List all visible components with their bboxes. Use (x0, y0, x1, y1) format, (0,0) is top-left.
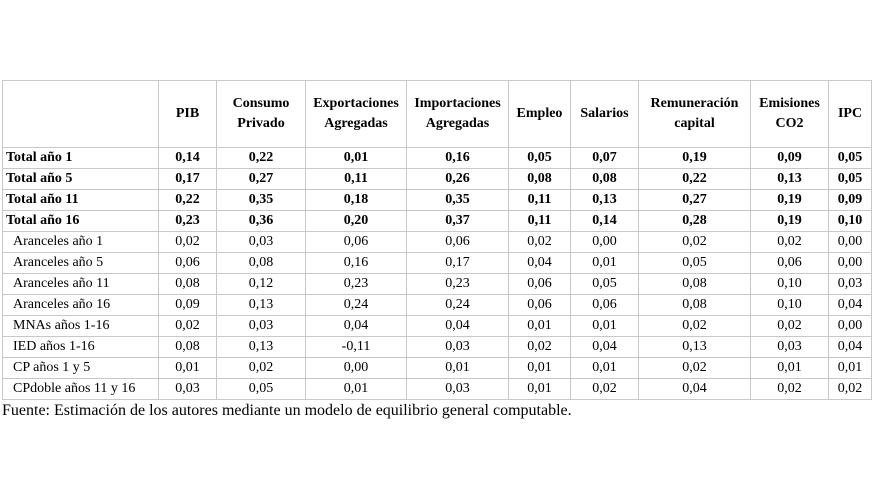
table-cell: 0,16 (407, 148, 509, 169)
table-cell: 0,01 (306, 379, 407, 400)
table-cell: 0,08 (159, 274, 217, 295)
table-cell: 0,23 (159, 211, 217, 232)
column-header: Emisiones CO2 (751, 81, 829, 148)
table-row (3, 211, 872, 232)
table-cell: 0,02 (159, 316, 217, 337)
table-cell: 0,02 (509, 337, 571, 358)
table-cell: 0,02 (217, 358, 306, 379)
row-label: CP años 1 y 5 (3, 358, 159, 379)
table-cell: 0,08 (639, 295, 751, 316)
table-cell: 0,36 (217, 211, 306, 232)
row-label: Total año 1 (3, 148, 159, 169)
table-cell: 0,13 (217, 337, 306, 358)
table-cell: 0,17 (407, 253, 509, 274)
table-cell: 0,02 (829, 379, 872, 400)
table-cell: 0,11 (306, 169, 407, 190)
table-cell: 0,23 (306, 274, 407, 295)
table-cell: 0,01 (407, 358, 509, 379)
table-cell: 0,03 (217, 316, 306, 337)
table-cell: 0,10 (829, 211, 872, 232)
table-cell: 0,11 (509, 190, 571, 211)
table-cell: 0,14 (571, 211, 639, 232)
table-cell: 0,00 (829, 253, 872, 274)
table-row (3, 274, 872, 295)
table-cell: 0,35 (217, 190, 306, 211)
table-cell: 0,02 (639, 358, 751, 379)
table-cell: 0,02 (639, 232, 751, 253)
table-cell: 0,06 (509, 295, 571, 316)
table-cell: 0,02 (751, 379, 829, 400)
table-row (3, 379, 872, 400)
column-header: Empleo (509, 81, 571, 148)
table-cell: 0,03 (217, 232, 306, 253)
row-label: Total año 5 (3, 169, 159, 190)
table-cell: 0,05 (217, 379, 306, 400)
table-cell: 0,04 (509, 253, 571, 274)
row-label: Aranceles año 5 (3, 253, 159, 274)
table-cell: 0,03 (751, 337, 829, 358)
table-cell: 0,18 (306, 190, 407, 211)
table-cell: 0,02 (571, 379, 639, 400)
table-cell: 0,02 (751, 316, 829, 337)
table-row (3, 169, 872, 190)
column-header: PIB (159, 81, 217, 148)
table-cell: 0,35 (407, 190, 509, 211)
column-header: IPC (829, 81, 872, 148)
table-row (3, 148, 872, 169)
table-cell: 0,13 (217, 295, 306, 316)
table-cell: 0,16 (306, 253, 407, 274)
column-header: Exportaciones Agregadas (306, 81, 407, 148)
column-header: Importaciones Agregadas (407, 81, 509, 148)
table-cell: 0,04 (571, 337, 639, 358)
table-cell: 0,13 (751, 169, 829, 190)
table-cell: 0,12 (217, 274, 306, 295)
table-cell: 0,03 (159, 379, 217, 400)
row-label: CPdoble años 11 y 16 (3, 379, 159, 400)
table-row (3, 190, 872, 211)
row-label: Aranceles año 1 (3, 232, 159, 253)
table-cell: 0,04 (407, 316, 509, 337)
table-cell: 0,04 (306, 316, 407, 337)
table-cell: 0,10 (751, 295, 829, 316)
table-cell: 0,01 (571, 358, 639, 379)
table-cell: 0,06 (571, 295, 639, 316)
table-cell: 0,03 (407, 337, 509, 358)
table-cell: 0,09 (751, 148, 829, 169)
table-row (3, 337, 872, 358)
table-cell: 0,10 (751, 274, 829, 295)
table-cell: 0,20 (306, 211, 407, 232)
table-cell: 0,19 (639, 148, 751, 169)
table-cell: 0,27 (639, 190, 751, 211)
table-row (3, 232, 872, 253)
table-cell: 0,02 (751, 232, 829, 253)
table-cell: 0,27 (217, 169, 306, 190)
table-cell: 0,01 (159, 358, 217, 379)
table-cell: 0,01 (509, 316, 571, 337)
table-cell: 0,24 (407, 295, 509, 316)
table-cell: 0,06 (509, 274, 571, 295)
table-cell: 0,23 (407, 274, 509, 295)
table-cell: 0,01 (509, 358, 571, 379)
table-cell: 0,05 (509, 148, 571, 169)
row-label: Total año 16 (3, 211, 159, 232)
table-cell: 0,04 (829, 295, 872, 316)
row-label: IED años 1-16 (3, 337, 159, 358)
table-cell: 0,01 (751, 358, 829, 379)
table-cell: 0,06 (751, 253, 829, 274)
source-note: Fuente: Estimación de los autores mediante un modelo de equilibrio general computable. (2, 402, 572, 419)
table-cell: 0,09 (159, 295, 217, 316)
table-cell: 0,24 (306, 295, 407, 316)
table-cell: 0,05 (829, 148, 872, 169)
table-cell: 0,08 (509, 169, 571, 190)
table-cell: 0,01 (571, 253, 639, 274)
table-cell: 0,11 (509, 211, 571, 232)
table-cell: 0,08 (159, 337, 217, 358)
table-cell: 0,02 (639, 316, 751, 337)
table-cell: 0,06 (306, 232, 407, 253)
results-table (2, 80, 872, 400)
table-cell: 0,04 (639, 379, 751, 400)
table-cell: 0,01 (509, 379, 571, 400)
table-cell: 0,03 (829, 274, 872, 295)
table-cell: 0,22 (159, 190, 217, 211)
table-row (3, 358, 872, 379)
table-cell: 0,03 (407, 379, 509, 400)
table-cell: 0,13 (571, 190, 639, 211)
table-cell: 0,06 (407, 232, 509, 253)
table-cell: 0,22 (217, 148, 306, 169)
table-row (3, 253, 872, 274)
row-label: Total año 11 (3, 190, 159, 211)
table-cell: 0,00 (829, 316, 872, 337)
header-row (3, 81, 872, 148)
row-label: MNAs años 1-16 (3, 316, 159, 337)
table-cell: 0,37 (407, 211, 509, 232)
table-cell: 0,05 (829, 169, 872, 190)
table-cell: 0,00 (571, 232, 639, 253)
table-cell: 0,13 (639, 337, 751, 358)
table-cell: 0,01 (571, 316, 639, 337)
table-cell: 0,01 (306, 148, 407, 169)
table-cell: 0,26 (407, 169, 509, 190)
table-cell: 0,09 (829, 190, 872, 211)
header-corner-cell (3, 81, 159, 148)
table-cell: 0,22 (639, 169, 751, 190)
table-cell: 0,08 (571, 169, 639, 190)
row-label: Aranceles año 16 (3, 295, 159, 316)
table-cell: 0,07 (571, 148, 639, 169)
table-cell: 0,08 (639, 274, 751, 295)
table-cell: 0,06 (159, 253, 217, 274)
table-cell: 0,17 (159, 169, 217, 190)
column-header: Consumo Privado (217, 81, 306, 148)
row-label: Aranceles año 11 (3, 274, 159, 295)
table-cell: 0,19 (751, 190, 829, 211)
table-cell: 0,05 (571, 274, 639, 295)
table-row (3, 295, 872, 316)
table-row (3, 316, 872, 337)
table-cell: 0,00 (829, 232, 872, 253)
table-cell: -0,11 (306, 337, 407, 358)
table-cell: 0,19 (751, 211, 829, 232)
column-header: Remuneración capital (639, 81, 751, 148)
table-cell: 0,00 (306, 358, 407, 379)
column-header: Salarios (571, 81, 639, 148)
table-cell: 0,01 (829, 358, 872, 379)
table-cell: 0,28 (639, 211, 751, 232)
table-cell: 0,02 (159, 232, 217, 253)
table-cell: 0,05 (639, 253, 751, 274)
table-cell: 0,04 (829, 337, 872, 358)
table-cell: 0,08 (217, 253, 306, 274)
table-cell: 0,02 (509, 232, 571, 253)
table-cell: 0,14 (159, 148, 217, 169)
